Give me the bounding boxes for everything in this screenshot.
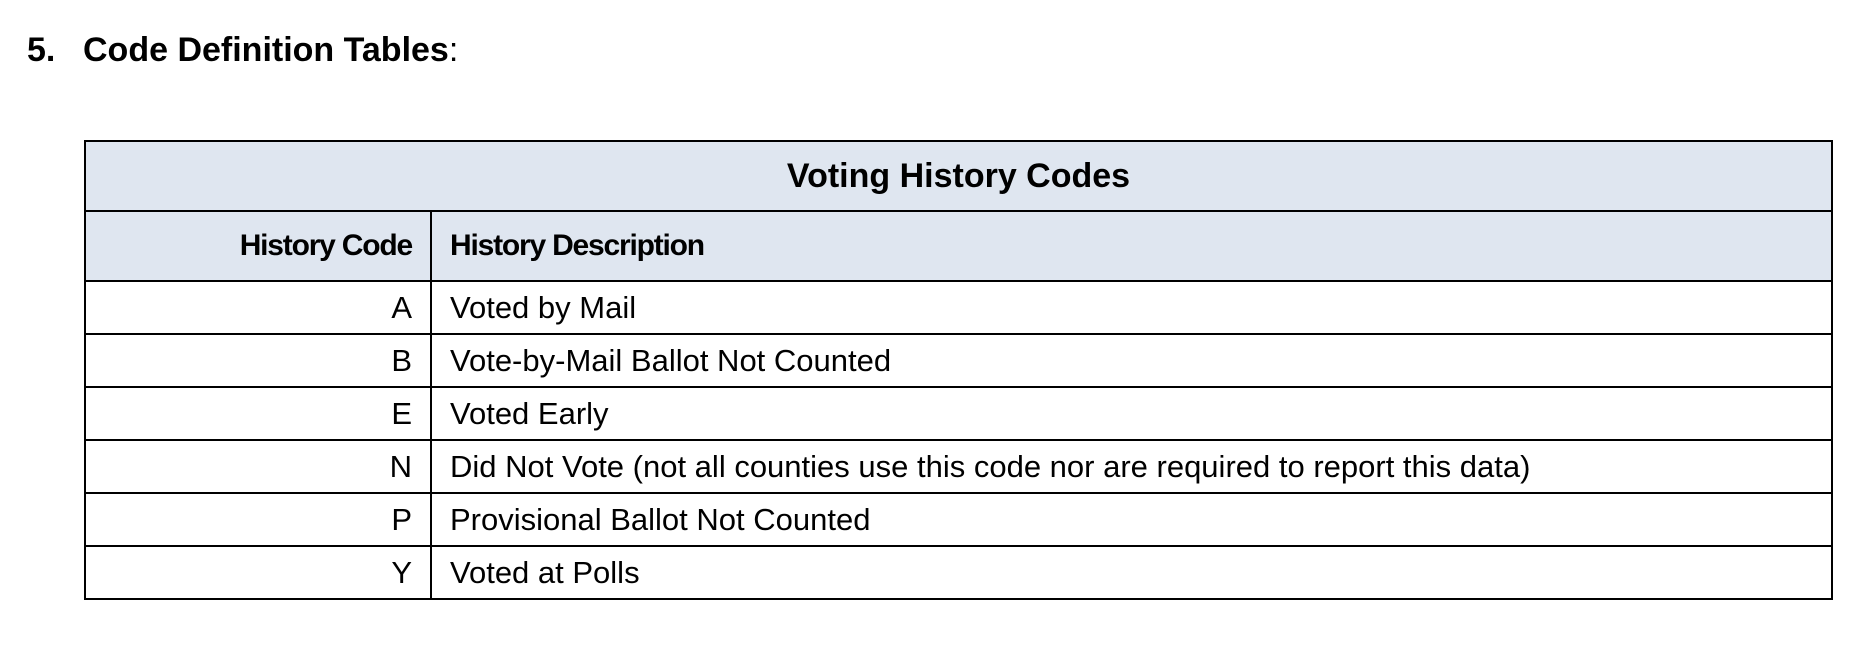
history-description-cell: Voted by Mail xyxy=(431,281,1832,334)
table-row xyxy=(85,281,1832,334)
table-caption: Voting History Codes xyxy=(85,141,1832,211)
history-description-cell: Provisional Ballot Not Counted xyxy=(431,493,1832,546)
voting-history-codes-table xyxy=(84,140,1833,600)
history-description-cell: Vote-by-Mail Ballot Not Counted xyxy=(431,334,1832,387)
section-title: Code Definition Tables xyxy=(83,31,449,69)
history-description-cell: Voted Early xyxy=(431,387,1832,440)
table-row xyxy=(85,387,1832,440)
history-code-cell: B xyxy=(85,334,431,387)
history-code-cell: Y xyxy=(85,546,431,599)
table-header-row xyxy=(85,211,1832,281)
section-number: 5. xyxy=(27,31,56,69)
table-caption-row xyxy=(85,141,1832,211)
column-header-history-code: History Code xyxy=(85,211,431,281)
column-header-history-description: History Description xyxy=(431,211,1832,281)
history-description-cell: Did Not Vote (not all counties use this code nor are required to report this data) xyxy=(431,440,1832,493)
history-code-cell: E xyxy=(85,387,431,440)
section-title-colon: : xyxy=(448,31,459,69)
table-row xyxy=(85,440,1832,493)
table-row xyxy=(85,546,1832,599)
table-row xyxy=(85,493,1832,546)
history-code-cell: N xyxy=(85,440,431,493)
history-code-cell: A xyxy=(85,281,431,334)
history-code-cell: P xyxy=(85,493,431,546)
history-description-cell: Voted at Polls xyxy=(431,546,1832,599)
table-row xyxy=(85,334,1832,387)
section-heading xyxy=(27,28,458,72)
